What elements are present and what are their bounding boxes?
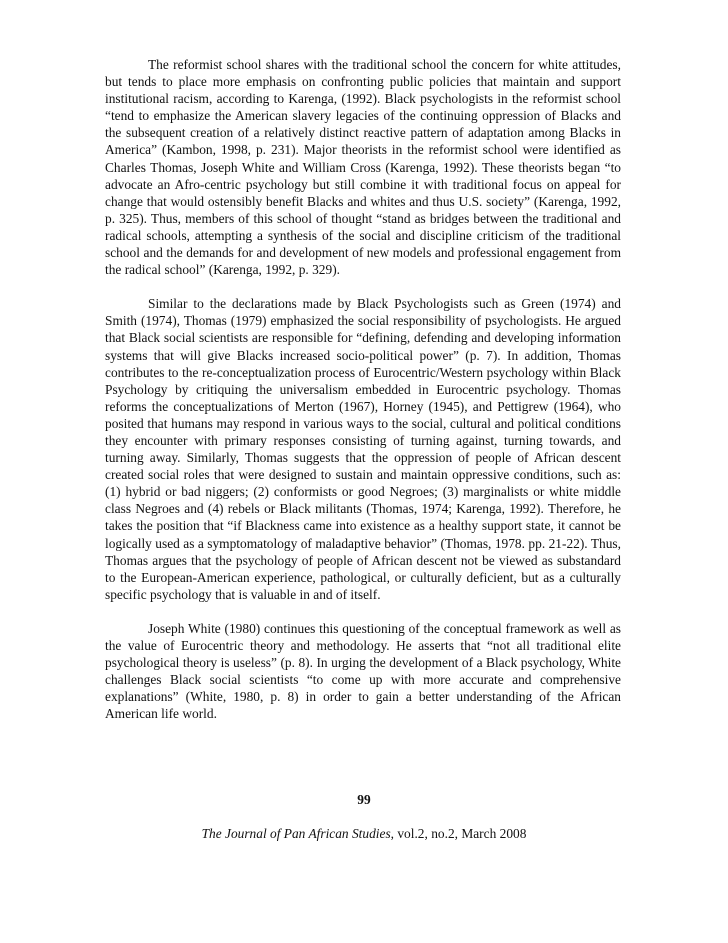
issue-info: , vol.2, no.2, March 2008 [390,826,527,841]
journal-title: The Journal of Pan African Studies [201,826,391,841]
page-number: 99 [357,792,371,807]
paragraph-thomas: Similar to the declarations made by Black Psychologists such as Green (1974) and Smith (1974), Thomas (1979) emphasized the social responsibility of psychologists. He argued that Black social scientists are responsible for “defining, defending and developing information systems that will give Blacks increased socio-political power” (p. 7). In addition, Thomas contributes to the re-conceptualization process of Eurocentric/Western psychology within Black Psychology by critiquing the universalism embedded in Eurocentric psychology. Thomas reforms the conceptualizations of Merton (1967), Horney (1945), and Pettigrew (1964), who posited that humans may respond in various ways to the social, cultural and political conditions they encounter with primary responses consisting of turning against, turning towards, and turning away. Similarly, Thomas suggests that the oppression of people of African descent created social roles that were designed to sustain and maintain oppressive conditions, such as: (1) hybrid or bad niggers; (2) conformists or good Negroes; (3) marginalists or white middle class Negroes and (4) rebels or Black militants (Thomas, 1974; Karenga, 1992). Therefore, he takes the position that “if Blackness came into existence as a healthy support state, it cannot be logically used as a symptomatology of maladaptive behavior” (Thomas, 1978. pp. 21-22). Thus, Thomas argues that the psychology of people of African descent not be viewed as substandard to the European-American experience, pathological, or culturally deficient, but as a culturally specific psychology that is valuable in and of itself. [105,296,621,602]
document-body [105,56,621,739]
paragraph-reformist-school: The reformist school shares with the traditional school the concern for white attitudes, but tends to place more emphasis on confronting public policies that maintain and support institutional racism, according to Karenga, (1992). Black psychologists in the reformist school “tend to emphasize the American slavery legacies of the continuing oppression of Blacks and the subsequent creation of a relatively distinct reactive pattern of adaptation among Blacks in America” (Kambon, 1998, p. 231). Major theorists in the reformist school were identified as Charles Thomas, Joseph White and William Cross (Karenga, 1992). These theorists began “to advocate an Afro-centric psychology but still combine it with traditional focus on appeal for change that would ostensibly benefit Blacks and whites and thus U.S. society” (Karenga, 1992, p. 325). Thus, members of this school of thought “stand as bridges between the traditional and radical schools, attempting a synthesis of the social and discipline criticism of the traditional school and the demands for and development of new models and professional engagement from the radical school” (Karenga, 1992, p. 329). [105,57,621,278]
journal-footer [0,826,728,842]
paragraph-joseph-white: Joseph White (1980) continues this questioning of the conceptual framework as well as the value of Eurocentric theory and methodology. He asserts that “not all traditional elite psychological theory is useless” (p. 8). In urging the development of a Black psychology, White challenges Black social scientists “to come up with more accurate and comprehensive explanations” (White, 1980, p. 8) in order to gain a better understanding of the African American life world. [105,620,621,722]
